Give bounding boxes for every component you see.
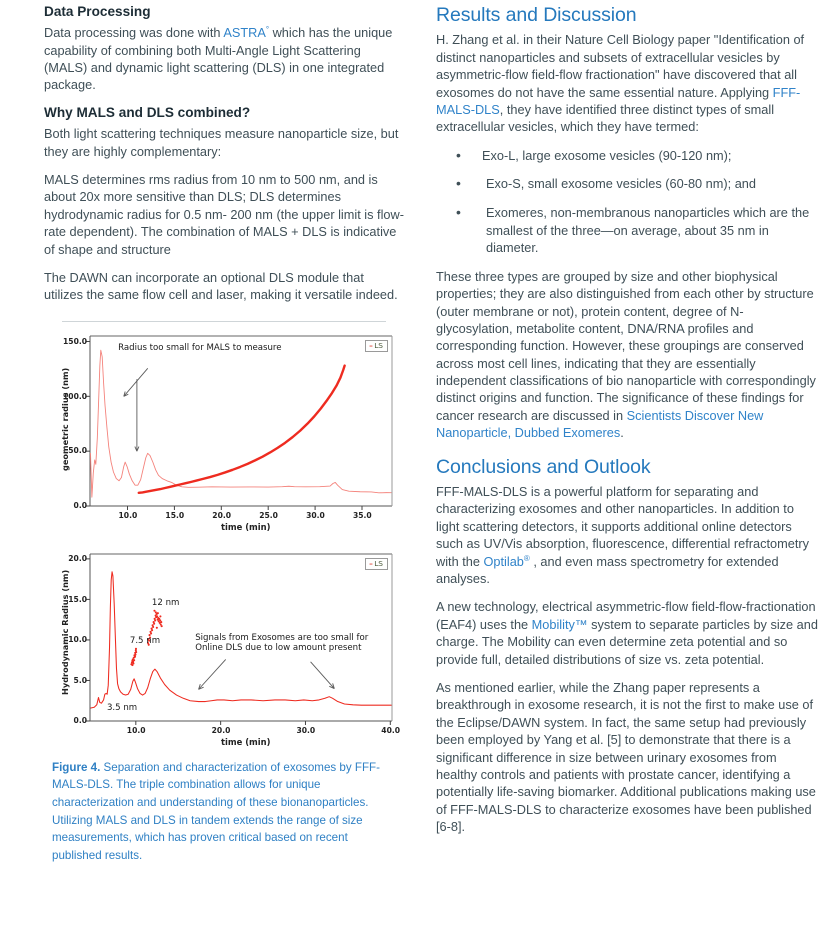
link-optilab[interactable]: Optilab (483, 553, 524, 569)
text-fragment: These three types are grouped by size and other biophysical properties; they are also distinguished from each other by structure (outer membrane or not), protein content, degree of N-glycosylation, metabolite content, DNA/RNA profiles and corresponding function. However, these groupings are conserved across most cell lines, indicating that they are essentially independent classifications of bio nanoparticle with correspondingly distinct origins and function. The significance of these findings for cancer research are discussed in (436, 268, 816, 423)
heading-why-mals-dls: Why MALS and DLS combined? (44, 104, 251, 120)
chart-dls-annotation: 3.5 nm (106, 703, 138, 714)
astra-superscript: ° (265, 25, 270, 35)
paragraph-why: Both light scattering techniques measure nanoparticle size, but they are highly complementary: (44, 126, 399, 159)
text-fragment: H. Zhang et al. in their Nature Cell Biology paper "Identification of distinct nanoparticles and subsets of extracellular vesicles by asymmetric-flow field-flow fractionation" have discovered that all exosomes do not have the same essential nature. Applying (436, 32, 805, 100)
link-scientists-discover[interactable]: Scientists Discover New Nanoparticle, Dubbed Exomeres (436, 407, 764, 441)
chart-dls-plot (50, 546, 402, 751)
chart-mals-ytick-label: 50.0 (68, 446, 87, 456)
list-item-label: Exomeres, non-membranous nanoparticles which are the smallest of the three—on average, about 35 nm in diameter. (486, 204, 810, 256)
optilab-superscript: ® (523, 553, 530, 563)
list-item (456, 175, 819, 193)
legend-swatch: – (369, 340, 372, 350)
text-fragment: . (620, 425, 624, 441)
chart-dls-xtick-label: 40.0 (381, 725, 401, 735)
chart-mals-ytick-label: 150.0 (63, 336, 88, 346)
chart-mals-xtick-label: 30.0 (306, 510, 325, 520)
heading-data-processing: Data Processing (44, 4, 151, 19)
chart-dls-ytick-label: 0.0 (73, 716, 87, 726)
chart-mals-plot (50, 328, 402, 536)
chart-dls-ytick-label: 15.0 (68, 594, 87, 604)
chart-dls-ytick-label: 10.0 (68, 635, 87, 645)
chart-dls-ytick-label: 5.0 (73, 675, 87, 685)
chart-dls-annotation: 12 nm (151, 597, 180, 608)
link-mobility[interactable]: Mobility™ (531, 616, 588, 632)
divider (62, 321, 386, 322)
paragraph-prior-work: As mentioned earlier, while the Zhang paper represents a breakthrough in exosome research, it is not the first to make use of the Eclipse/DAWN system. In fact, the same setup had previously been employed by Yang et al. [5] to demonstrate that there is a significant difference in size between urinary exosomes from healthy controls and patients with prostate cancer, identifying a potentially life-saving biomarker. Additional publications making use of FFF-MALS-DLS to characterize exosomes have been published [6-8]. (436, 679, 816, 835)
list-item (456, 204, 819, 257)
figure-chart-mals (50, 328, 404, 536)
chart-mals-xtick-label: 15.0 (165, 510, 185, 520)
chart-mals-legend[interactable] (365, 340, 388, 352)
link-fff-mals-dls[interactable]: FFF-MALS-DLS (436, 84, 801, 117)
text-fragment: , they have identified three distinct types of small extracellular vesicles, which they have termed: (436, 101, 775, 135)
right-column (430, 0, 835, 947)
legend-swatch: – (369, 558, 372, 568)
figure-caption-label: Figure 4. (52, 760, 101, 774)
chart-dls-xtick-label: 20.0 (211, 725, 231, 735)
chart-dls-x-axis-label: time (min) (221, 736, 271, 747)
chart-dls-y-axis-label: Hydrodynamic Radius (nm) (60, 569, 70, 695)
chart-mals-ytick-label: 100.0 (63, 391, 88, 401)
heading-results-and-discussion: Results and Discussion (436, 4, 637, 26)
paragraph-dawn-module: The DAWN can incorporate an optional DLS module that utilizes the same flow cell and laser, making it versatile indeed. (44, 269, 398, 303)
chart-dls-legend[interactable] (365, 558, 388, 570)
heading-conclusions-and-outlook: Conclusions and Outlook (436, 455, 651, 478)
paragraph-conclusions (436, 483, 819, 587)
figure-caption-text: Separation and characterization of exosomes by FFF-MALS-DLS. The triple combination allows for unique characterization and understanding of these bionanoparticles. Utilizing MALS and DLS in tandem extends the range of size measurements, which has proven critical based on recent published results. (52, 760, 380, 862)
chart-dls-xtick-label: 10.0 (126, 725, 146, 735)
chart-dls-xtick-label: 30.0 (296, 725, 316, 735)
chart-dls-annotation: Online DLS due to low amount present (195, 642, 362, 653)
text-fragment: Data processing was done with (44, 25, 224, 41)
chart-dls-annotation: 7.5 nm (129, 636, 161, 647)
chart-mals-xtick-label: 35.0 (352, 510, 372, 520)
chart-mals-y-axis-label: geometric radius (nm) (60, 368, 70, 472)
paragraph-eaf4 (436, 598, 819, 668)
text-fragment: which has the unique capability of combining both Multi-Angle Light Scattering (MALS) and dynamic light scattering (DLS) in one integrated package. (44, 25, 393, 93)
chart-mals-x-axis-label: time (min) (221, 521, 271, 532)
chart-dls-annotation-arrow (199, 659, 226, 689)
legend-entry-label: LS (374, 558, 383, 568)
paragraph-data-processing (44, 24, 404, 94)
chart-dls-annotation: Signals from Exosomes are too small for (195, 632, 369, 643)
text-fragment: , and even mass spectrometry for extended analyses. (436, 553, 779, 587)
link-astra[interactable]: ASTRA (223, 25, 266, 41)
chart-mals-annotation: Radius too small for MALS to measure (118, 342, 282, 353)
chart-mals-xtick-label: 20.0 (212, 510, 232, 520)
legend-entry-label: LS (374, 340, 383, 350)
chart-mals-ytick-label: 0.0 (73, 501, 87, 511)
list-item-label: Exo-S, small exosome vesicles (60-80 nm); and (486, 176, 756, 192)
chart-dls-ytick-label: 20.0 (68, 554, 87, 564)
chart-mals-annotation-arrow (124, 368, 148, 396)
text-fragment: A new technology, electrical asymmetric-flow field-flow-fractionation (EAF4) uses the (436, 599, 816, 632)
paragraph-zhang (436, 31, 819, 135)
chart-dls-annotation-arrow (311, 662, 335, 689)
chart-mals-xtick-label: 25.0 (259, 510, 278, 520)
list-item (456, 147, 819, 165)
chart-mals-xtick-label: 10.0 (118, 510, 138, 520)
text-fragment: system to separate particles by size and charge. The Mobility can even determine zeta potential and so provide full, detailed distributions of size vs. zeta potential. (436, 616, 818, 667)
chart-mals-annotation-arrow (135, 379, 139, 451)
figure-chart-dls (50, 546, 404, 751)
paragraph-grouping (436, 268, 819, 442)
figure-caption (52, 759, 396, 865)
vesicle-type-list (436, 147, 819, 257)
text-fragment: FFF-MALS-DLS is a powerful platform for separating and characterizing exosomes and other nanoparticles. In addition to light scattering detectors, it supports additional online detectors such as UV/Vis absorption, fluorescence, differential refractometry with the (436, 484, 809, 569)
list-item-label: Exo-L, large exosome vesicles (90-120 nm); (482, 147, 732, 163)
paragraph-mals-range: MALS determines rms radius from 10 nm to 500 nm, and is about 20x more sensitive than DLS; DLS determines hydrodynamic radius for 0.5 nm- 200 nm (the upper limit is flow-rate dependent). The combination of MALS + DLS is indicative of shape and structure (44, 171, 404, 257)
